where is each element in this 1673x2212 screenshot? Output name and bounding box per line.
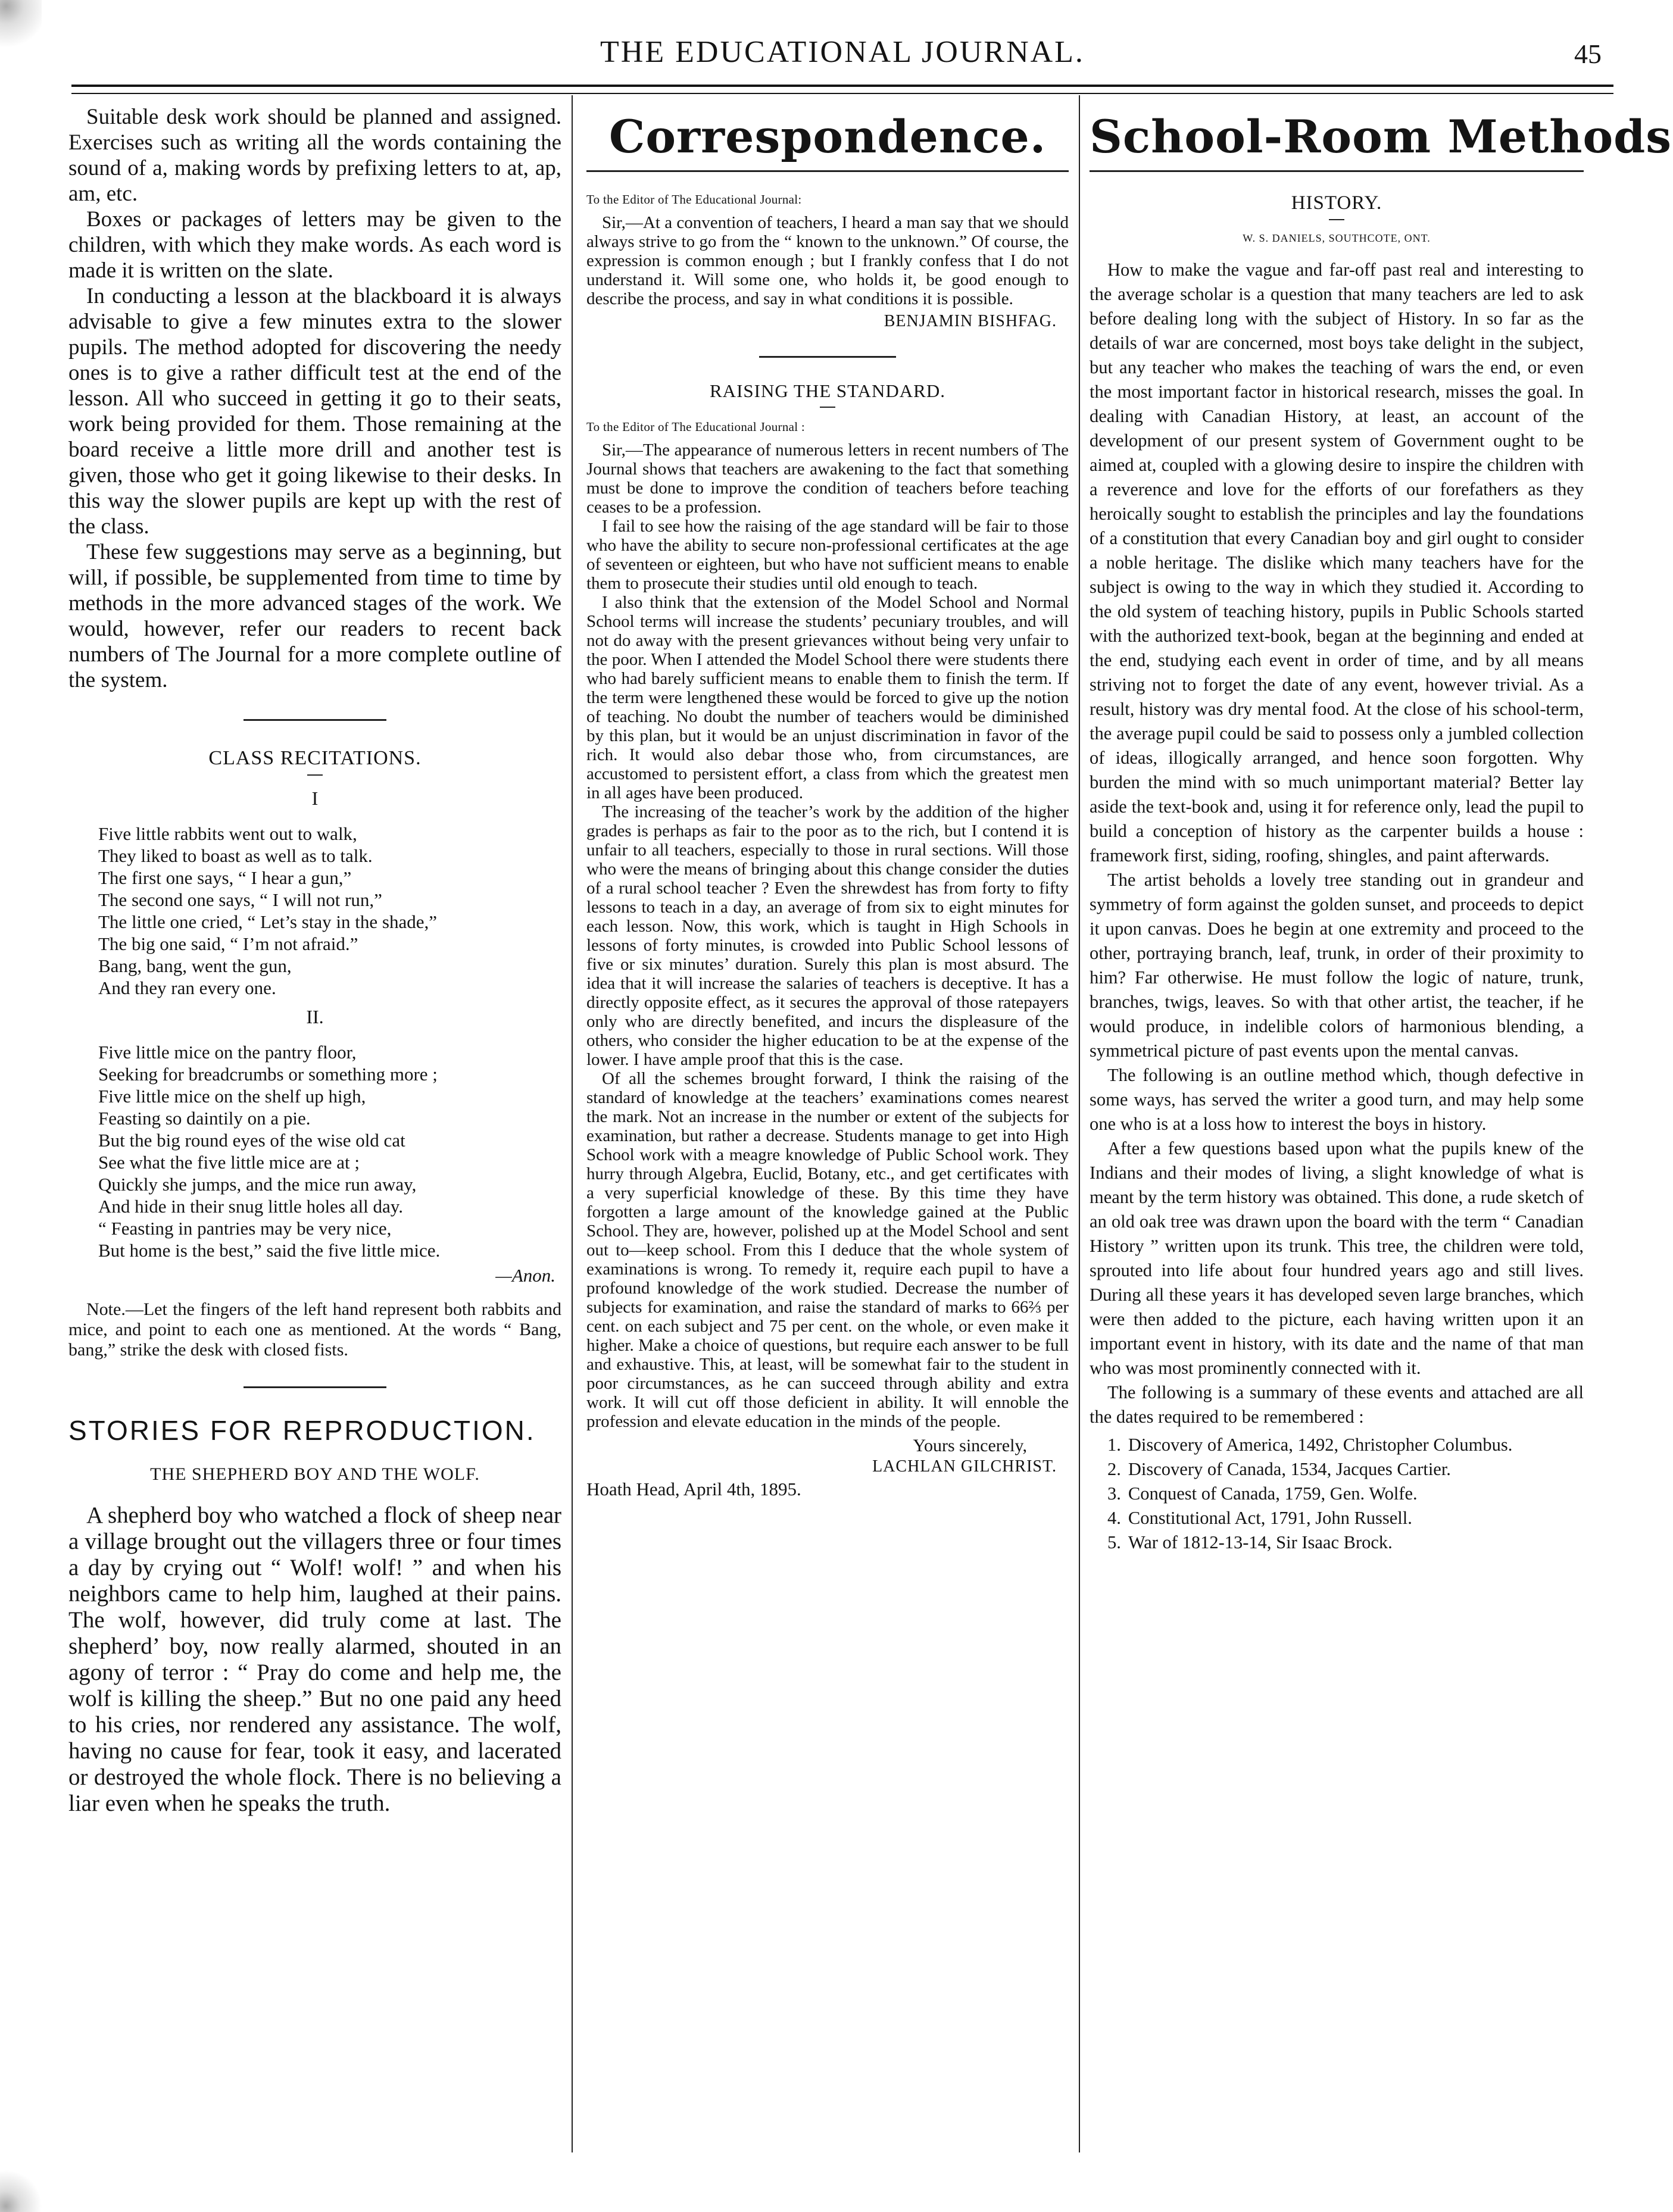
article-paragraph: The following is an outline method which, though defective in some ways, has served the writer a good turn, and may help some one who is at a loss how to interest the boys in history. xyxy=(1090,1065,1584,1134)
poem-line: The little one cried, “ Let’s stay in the shade,” xyxy=(98,911,437,932)
section-divider xyxy=(244,719,386,721)
poem-line: Bang, bang, went the gun, xyxy=(98,955,292,976)
article-paragraph: After a few questions based upon what the pupils knew of the Indians and their modes of living, a slight knowledge of what is meant by the term history was obtained. This done, a rude sketch of an old oak tree was drawn upon the board with the term “ Canadian History ” written upon its trunk. This tree, the children were told, sprouted into life about four hundred years ago and still lives. During all these years it has developed seven large branches, which were then added to the picture, each having written upon it an important event in history, with its date and the name of that man who was most prominently connected with it. xyxy=(1090,1138,1584,1378)
stories-heading: STORIES FOR REPRODUCTION. xyxy=(68,1415,536,1446)
poem-line: Quickly she jumps, and the mice run away, xyxy=(98,1174,417,1195)
poem-line: But home is the best,” said the five little mice. xyxy=(98,1240,441,1261)
history-heading: HISTORY. xyxy=(1291,192,1382,214)
heading-rule xyxy=(1090,170,1584,172)
poem-numeral: I xyxy=(311,788,319,809)
column-divider-left xyxy=(572,95,573,2152)
letter-paragraph: I fail to see how the raising of the age standard will be fair to those who have the ability to secure non-professional certificates at the age of seventeen or eighteen, but who have not sufficient means to enable them to prosecute their studies until old enough to teach. xyxy=(586,517,1069,593)
letter-place-date: Hoath Head, April 4th, 1895. xyxy=(586,1479,801,1499)
intro-paragraph: Suitable desk work should be planned and assigned. Exercises such as writing all the words containing the sound of a, making words by prefixing letters to at, ap, am, etc. xyxy=(68,105,561,206)
column-middle xyxy=(586,104,1069,1500)
list-item: 1. Discovery of America, 1492, Christopher Columbus. xyxy=(1107,1435,1513,1455)
history-events-list xyxy=(1090,1433,1584,1555)
list-item: 3. Conquest of Canada, 1759, Gen. Wolfe. xyxy=(1107,1483,1418,1504)
school-room-methods-heading: School-Room Methods xyxy=(1090,110,1672,163)
poem-line: But the big round eyes of the wise old cat xyxy=(98,1130,405,1151)
letter-signature: BENJAMIN BISHFAG. xyxy=(884,312,1057,330)
raising-standard-heading: RAISING THE STANDARD. xyxy=(710,380,945,401)
letter-paragraph: The increasing of the teacher’s work by the addition of the higher grades is perhaps as fair to the poor as to the rich, but I contend it is unfair to all teachers, especially to those in rural sections. Will those who were the means of bringing about this change consider the duties of a rural school teacher ? Even the shrewdest has from forty to fifty lessons to teach in a day, an average of from six to eight minutes for each lesson. Now, this work, which is taught in High Schools in lessons of forty minutes, is crowded into Public School lessons of five or six minutes’ duration. Surely this plan is most absurd. The idea that it will increase the salaries of teachers is deceptive. It has a directly opposite effect, as it secures the approval of those ratepayers only who are directly benefited, and incurs the displeasure of the others, who consider the higher education to be at the expense of the lower. I have ample proof that this is the case. xyxy=(586,802,1069,1069)
page-edge-stain-bottom xyxy=(0,2158,42,2212)
list-item: 4. Constitutional Act, 1791, John Russell. xyxy=(1107,1508,1412,1528)
poem-line: “ Feasting in pantries may be very nice, xyxy=(98,1218,392,1239)
letter-closing: Yours sincerely, xyxy=(913,1436,1027,1455)
poem-line: And they ran every one. xyxy=(98,977,276,998)
letter-paragraph: I also think that the extension of the Model School and Normal School terms will increase the students’ pecuniary troubles, and will not do away with the present grievances without being very unfair to the poor. When I attended the Model School there were students there who had barely sufficient means to enable them to finish the term. If the term were lengthened these would be forced to give up the notion of teaching. No doubt the number of teachers would be diminished by this plan, but it would be an unjust discrimination in favor of the rich. It would also debar those who, from circumstances, are accustomed to persistent effort, a class from which the greatest men in all ages have been produced. xyxy=(586,593,1069,802)
story-body xyxy=(68,1502,561,1817)
page-number: 45 xyxy=(1574,39,1602,69)
journal-title: THE EDUCATIONAL JOURNAL. xyxy=(600,35,1085,69)
correspondence-heading: Correspondence. xyxy=(608,110,1047,163)
intro-paragraph: These few suggestions may serve as a beginning, but will, if possible, be supplemented from time to time by methods in the more advanced stages of the work. We would, however, refer our readers to recent back numbers of The Journal for a more complete outline of the system. xyxy=(68,540,561,692)
poem-line: See what the five little mice are at ; xyxy=(98,1152,360,1173)
heading-dash xyxy=(1329,219,1344,220)
class-recitations-heading: CLASS RECITATIONS. xyxy=(208,747,422,769)
column-divider-right xyxy=(1079,95,1080,2152)
poem-line: Feasting so daintily on a pie. xyxy=(98,1108,311,1129)
poem-line: Five little mice on the shelf up high, xyxy=(98,1086,366,1107)
article-paragraph: How to make the vague and far-off past real and interesting to the average scholar is a question that many teachers are led to ask before dealing long with the subject of History. In so far as the details of war are concerned, most boys take delight in the subject, but any teacher who makes the teaching of wars the end, or even the most important factor in historical research, misses the goal. In dealing with Canadian History, at least, an account of the development of our present system of Government ought to be aimed at, coupled with a glowing desire to inspire the children with a reverence and love for the efforts of our forefathers as they heroically sought to establish the principles and lay the foundations of a constitution that every Canadian boy and girl ought to consider a noble heritage. The dislike which many teachers have for the subject is owing to the way in which they studied it. According to the old system of teaching history, pupils in Public Schools started with the authorized text-book, began at the beginning and ended at the end, studying each event in order of time, and by all means striving not to forget the date of any event, however trivial. As a result, history was dry mental food. At the close of his school-term, the average pupil could be said to possess only a jumbled collection of ideas, illogically arranged, and hence soon forgotten. Why burden the mind with so much unimportant material? Better lay aside the text-book and, using it for reference only, lead the pupil to build a conception of history as the carpenter builds a house : framework first, siding, roofing, shingles, and paint afterwards. xyxy=(1090,260,1584,866)
heading-dash xyxy=(820,407,835,408)
intro-paragraph: Boxes or packages of letters may be given to the children, with which they make words. As each word is made it is written on the slate. xyxy=(68,207,561,283)
header-double-rule xyxy=(71,85,1613,94)
letter-paragraph: Sir,—The appearance of numerous letters in recent numbers of The Journal shows that teachers are awakening to the fact that something must be done to improve the condition of teachers before teaching ceases to be a profession. xyxy=(586,440,1069,517)
article-byline: W. S. DANIELS, SOUTHCOTE, ONT. xyxy=(1243,232,1431,244)
poem-line: The big one said, “ I’m not afraid.” xyxy=(98,933,358,954)
list-item: 5. War of 1812-13-14, Sir Isaac Brock. xyxy=(1107,1532,1393,1552)
story-paragraph: A shepherd boy who watched a flock of sheep near a village brought out the villagers three or four times a day by crying out “ Wolf! wolf! ” and when his neighbors came to help him, laughed at their pains. The wolf, however, did truly come at last. The shepherd’ boy, now really alarmed, shouted in an agony of terror : “ Pray do come and help me, the wolf is killing the sheep.” But no one paid any heed to his cries, nor rendered any assistance. The wolf, having no cause for fear, took it easy, and lacerated or destroyed the whole flock. There is no believing a liar even when he speaks the truth. xyxy=(68,1502,561,1816)
letter-salutation: To the Editor of The Educational Journal: xyxy=(586,192,802,207)
letter-paragraph: Of all the schemes brought forward, I think the raising of the standard of knowledge at the teachers’ examinations comes nearest the mark. Not an increase in the number or extent of the subjects for examination, but rather a decrease. Students manage to get into High School work with a meagre knowledge of Public School work. They hurry through Algebra, Euclid, Botany, etc., and get certificates with a very superficial knowledge of these. By this time they have forgotten a large amount of the knowledge gained at the Public School. They are, however, polished up at the Model School and sent out to—keep school. From this I deduce that the whole system of examinations is wrong. To remedy it, require each pupil to have a profound knowledge of the work studied. Decrease the number of subjects for examination, and raise the standard of marks to 66⅔ per cent. on each subject and 75 per cent. on the whole, or even make it higher. Make a choice of questions, but require each answer to be full and exhaustive. This, at least, will be somewhat fair to the student in poor circumstances, as he can succeed through ability and extra work. It will cut off those deficient in ability. It will ennoble the profession and elevate education in the minds of the people. xyxy=(586,1069,1069,1431)
section-divider xyxy=(759,356,896,358)
column-right xyxy=(1090,104,1672,1555)
poem-numeral: II. xyxy=(306,1006,324,1027)
article-paragraph: The artist beholds a lovely tree standing out in grandeur and symmetry of form against the golden sunset, and proceeds to depict it upon canvas. Does he begin at one extremity and proceed to the other, portraying branch, leaf, trunk, in order of their proximity to him? Far otherwise. He must follow the logic of nature, trunk, branches, twigs, leaves. So with that other artist, the teacher, if he would produce, in indelible colors of harmonious blending, a symmetrical picture of past events upon the mental canvas. xyxy=(1090,870,1584,1061)
letter-signature: LACHLAN GILCHRIST. xyxy=(872,1457,1057,1476)
poem-line: Five little rabbits went out to walk, xyxy=(98,823,357,844)
poem-line: Seeking for breadcrumbs or something more ; xyxy=(98,1064,438,1085)
poem-rabbits xyxy=(68,823,561,999)
column-left xyxy=(68,104,561,1817)
intro-paragraph: In conducting a lesson at the blackboard it is always advisable to give a few minutes extra to the slower pupils. The method adopted for discovering the needy ones is to give a rather difficult test at the end of the lesson. All who succeed in getting it go to their seats, work being provided for them. Those remaining at the board receive a little more drill and another test is given, those who get it going likewise to their desks. In this way the slower pupils are kept up with the rest of the class. xyxy=(68,284,561,539)
poem-mice xyxy=(68,1041,561,1261)
poem-line: They liked to boast as well as to talk. xyxy=(98,845,373,866)
page-edge-stain xyxy=(0,0,42,89)
poem-line: And hide in their snug little holes all day. xyxy=(98,1196,403,1217)
poem-line: The first one says, “ I hear a gun,” xyxy=(98,867,352,888)
poem-line: Five little mice on the pantry floor, xyxy=(98,1042,357,1063)
list-item: 2. Discovery of Canada, 1534, Jacques Cartier. xyxy=(1107,1459,1451,1479)
poem-attribution: —Anon. xyxy=(495,1265,555,1286)
poem-line: The second one says, “ I will not run,” xyxy=(98,889,382,910)
section-divider xyxy=(244,1386,386,1388)
masthead xyxy=(71,35,1613,82)
recitation-note: Note.—Let the fingers of the left hand represent both rabbits and mice, and point to each one as mentioned. At the words “ Bang, bang,” strike the desk with closed fists. xyxy=(68,1299,561,1360)
article-paragraph: The following is a summary of these events and attached are all the dates required to be remembered : xyxy=(1090,1382,1584,1427)
letter-paragraph: Sir,—At a convention of teachers, I heard a man say that we should always strive to go from the “ known to the unknown.” Of course, the expression is common enough ; but I frankly confess that I do not understand it. Will some one, who holds it, be good enough to describe the process, and say in what conditions it is possible. xyxy=(586,213,1069,308)
heading-dash xyxy=(307,774,323,776)
heading-rule xyxy=(586,170,1069,172)
letter-salutation: To the Editor of The Educational Journal : xyxy=(586,420,806,434)
story-title: THE SHEPHERD BOY AND THE WOLF. xyxy=(150,1464,480,1484)
